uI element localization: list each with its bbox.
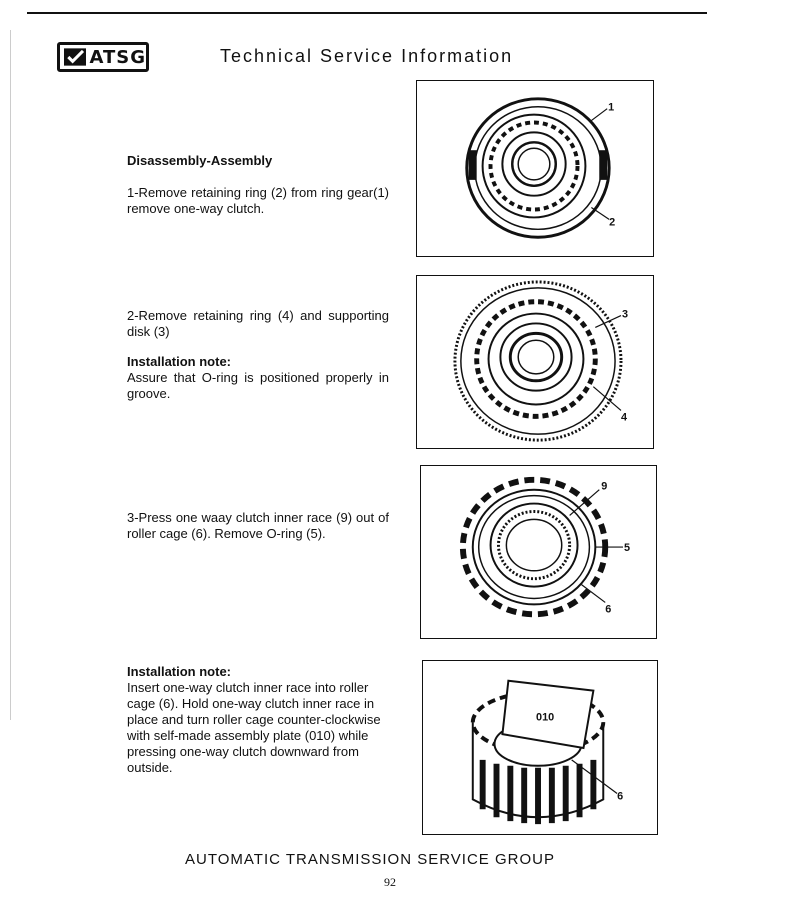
- installation-note-text: Assure that O-ring is positioned properly in groove.: [127, 370, 389, 401]
- section-1: [127, 153, 389, 217]
- section-heading: Disassembly-Assembly: [127, 153, 273, 168]
- section-4: [127, 664, 389, 776]
- callout-9: 9: [601, 480, 608, 493]
- callout-6: 6: [605, 603, 612, 616]
- callout-6: 6: [617, 790, 624, 803]
- step-3-text: 3-Press one waay clutch inner race (9) out of roller cage (6). Remove O-ring (5).: [127, 510, 389, 541]
- page-header-title: Technical Service Information: [220, 46, 514, 66]
- left-margin-line: [10, 30, 11, 720]
- footer-org: AUTOMATIC TRANSMISSION SERVICE GROUP: [185, 851, 555, 868]
- assembly-plate-illustration: [423, 661, 657, 834]
- ring-gear-illustration: [417, 81, 653, 256]
- step-2-text: 2-Remove retaining ring (4) and supporting disk (3): [127, 308, 389, 339]
- callout-3: 3: [621, 308, 629, 321]
- atsg-logo: [57, 42, 149, 72]
- checkmark-icon: [64, 47, 86, 67]
- callout-1: 1: [608, 101, 615, 114]
- callout-5: 5: [624, 542, 631, 555]
- figure-roller-cage: [420, 465, 657, 639]
- logo-text: ATSG: [89, 46, 146, 68]
- plate-label-010: 010: [536, 711, 555, 724]
- callout-2: 2: [609, 216, 616, 229]
- figure-supporting-disk: [416, 275, 654, 449]
- figure-assembly-plate: [422, 660, 658, 835]
- section-2: [127, 308, 389, 402]
- installation-note-heading: Installation note:: [127, 664, 231, 679]
- installation-note-heading: Installation note:: [127, 354, 231, 369]
- installation-note-text: Insert one-way clutch inner race into roller cage (6). Hold one-way clutch inner race in place and turn roller cage counter-clockwise with self-made assembly plate (010) while pressing one-way clutch downward from outside.: [127, 680, 381, 775]
- step-1-text: 1-Remove retaining ring (2) from ring gear(1) remove one-way clutch.: [127, 185, 389, 216]
- figure-ring-gear: [416, 80, 654, 257]
- callout-4: 4: [621, 411, 628, 424]
- roller-cage-illustration: [421, 466, 656, 638]
- supporting-disk-illustration: [417, 276, 653, 448]
- page-number: 92: [384, 875, 396, 889]
- top-rule: [27, 12, 707, 14]
- section-3: [127, 510, 389, 542]
